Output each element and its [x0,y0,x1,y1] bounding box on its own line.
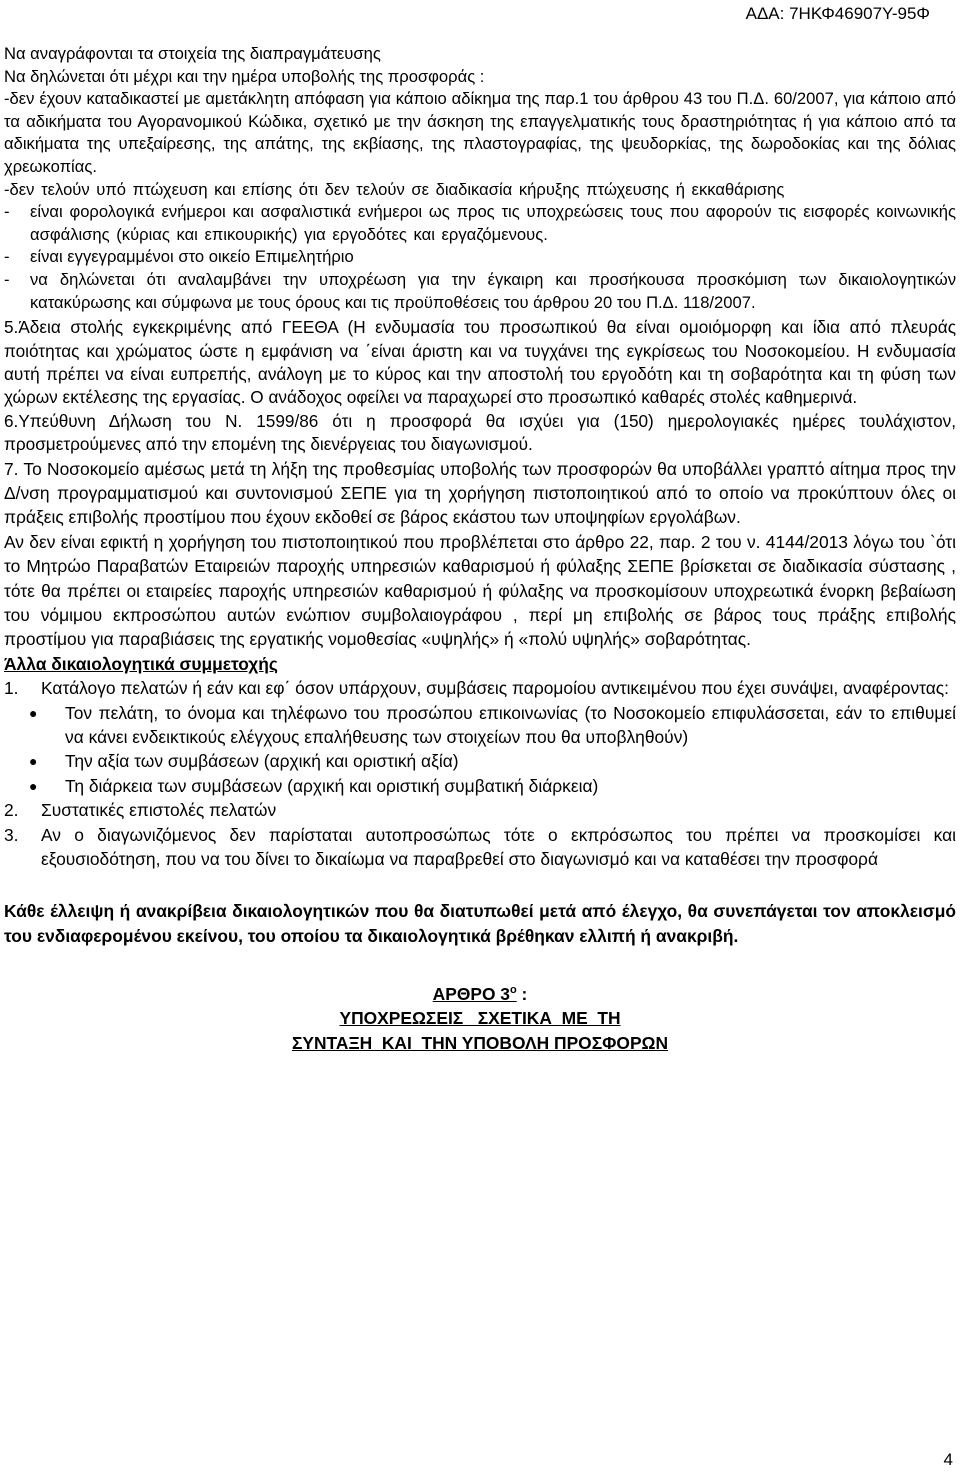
bullet-item [4,701,956,750]
paragraph-declaration: Να δηλώνεται ότι μέχρι και την ημέρα υποβολής της προσφοράς : [4,66,485,86]
page-number: 4 [943,1450,953,1469]
bullet-item [4,749,956,773]
ada-code: ΑΔΑ: 7ΗΚΦ46907Υ-95Φ [745,4,930,23]
article-superscript: ο [509,984,517,997]
item-number: 3. [4,824,19,845]
bullet-text: Τον πελάτη, το όνομα και τηλέφωνο του προσώπου επικοινωνίας (το Νοσοκομείο επιφυλάσσεται, εάν το επιθυμεί να κάνει ενδεικτικούς ελέγχους επαλήθευσης των στοιχείων που θα υποβληθούν) [65,702,956,748]
paragraph-bankruptcy: -δεν τελούν υπό πτώχευση και επίσης ότι δεν τελούν σε διαδικασία κήρυξης πτώχευσης ή εκκαθάρισης [4,179,785,199]
dash-marker: - [4,247,10,267]
article-subtitle-line2: ΣΥΝΤΑΞΗ ΚΑΙ ΤΗΝ ΥΠΟΒΟΛΗ ΠΡΟΣΦΟΡΩΝ [291,1032,669,1053]
dash-marker: - [4,269,10,289]
bold-note: Κάθε έλλειψη ή ανακρίβεια δικαιολογητικών που θα διατυπωθεί μετά από έλεγχο, θα συνεπάγεται τον αποκλεισμό του ενδιαφερομένου εκείνου, του οποίου τα δικαιολογητικά βρέθηκαν ελλιπή ή ανακριβή. [4,901,956,946]
item-number: 1. [4,678,19,699]
article-title-suffix: : [516,984,528,1005]
paragraph-negotiation: Να αναγράφονται τα στοιχεία της διαπραγμάτευσης [4,44,381,63]
numbered-item [4,823,956,872]
section-heading-other-documents: Άλλα δικαιολογητικά συμμετοχής [4,653,278,674]
bullet-icon: ● [29,704,38,721]
dash-item [4,246,956,269]
numbered-item [4,798,956,822]
document-body [4,43,956,1055]
article-subtitle-line1: ΥΠΟΧΡΕΩΣΕΙΣ ΣΧΕΤΙΚΑ ΜΕ ΤΗ [339,1008,621,1029]
paragraph-convictions: -δεν έχουν καταδικαστεί με αμετάκλητη απόφαση για κάποιο αδίκημα της παρ.1 του άρθρου 43 του Π.Δ. 60/2007, για κάποιο από τα αδικήματα του Αγορανομικού Κώδικα, σχετικό με την άσκηση της επαγγελματικής τους δραστηριότητας ή για κάποιο από τα αδικήματα της υπεξαίρεσης, της απάτης, της εκβίασης, της πλαστογραφίας, της ψευδορκίας, της δωροδοκίας και της δόλιας χρεωκοπίας. [4,89,956,176]
article-title [4,978,956,1006]
bullet-icon: ● [29,777,38,794]
bullet-icon: ● [29,753,38,770]
dash-item-text: να δηλώνεται ότι αναλαμβάνει την υποχρέωση για την έγκαιρη και προσήκουσα προσκόμιση των δικαιολογητικών κατακύρωσης και σύμφωνα με τους όρους και τις προϋποθέσεις του άρθρου 20 του Π.Δ. 118/2007. [30,269,956,312]
bullet-text: Τη διάρκεια των συμβάσεων (αρχική και οριστική συμβατική διάρκεια) [65,775,599,796]
dash-item-text: είναι φορολογικά ενήμεροι και ασφαλιστικά ενήμεροι ως προς τις υποχρεώσεις τους που αφορούν τις εισφορές κοινωνικής ασφάλισης (κύριας και επικουρικής) για εργοδότες και εργαζόμενους. [30,202,956,244]
dash-item-text: είναι εγγεγραμμένοι στο οικείο Επιμελητήριο [30,247,354,267]
item-text: Συστατικές επιστολές πελατών [41,800,277,821]
paragraph-uniform-license: 5.Άδεια στολής εγκεκριμένης από ΓΕΕΘΑ (Η ενδυμασία του προσωπικού θα είναι ομοιόμορφη και ίδια από πλευράς ποιότητας και χρώματος ώστε η εμφάνιση να ΄είναι άριστη και να τυγχάνει της εγκρίσεως του Νοσοκομείου. Η ενδυμασία αυτή πρέπει να είναι ευπρεπής, ανάλογη με το κύρος και την αποστολή του εργοδότη και τη σοβαρότητα και τη φύση των χώρων εκτέλεσης της εργασίας. Ο ανάδοχος οφείλει να παραχωρεί στο προσωπικό καθαρές στολές καθημερινά. [4,317,956,408]
item-text: Αν ο διαγωνιζόμενος δεν παρίσταται αυτοπροσώπως τότε ο εκπρόσωπος του πρέπει να προσκομίσει και εξουσιοδότηση, που να του δίνει το δικαίωμα να παραβρεθεί στο διαγωνισμό και να καταθέσει την προσφορά [41,824,956,870]
paragraph-solemn-declaration: 6.Υπεύθυνη Δήλωση του Ν. 1599/86 ότι η προσφορά θα ισχύει για (150) ημερολογιακές ημέρες τουλάχιστον, προσμετρούμενες από την επομένη της διενέργειας του διαγωνισμού. [4,410,956,455]
item-number: 2. [4,800,19,821]
article-title-text: ΑΡΘΡΟ 3 [432,984,510,1005]
paragraph-certificate: Αν δεν είναι εφικτή η χορήγηση του πιστοποιητικού που προβλέπεται στο άρθρο 22, παρ. 2 του ν. 4144/2013 λόγω του `ότι το Μητρώο Παραβατών Εταιρειών παροχής υπηρεσιών καθαρισμού ή φύλαξης ΣΕΠΕ βρίσκεται σε διαδικασία σύστασης , τότε θα πρέπει οι εταιρείες παροχής υπηρεσιών καθαρισμού ή φύλαξης να προσκομίσουν υποχρεωτικά ένορκη βεβαίωση του νόμιμου εκπροσώπου αυτών ενώπιον συμβολαιογράφου , περί μη επιβολής σε βάρος τους πράξης επιβολής προστίμου για παραβιάσεις της εργατικής νομοθεσίας «υψηλής» ή «πολύ υψηλής» σοβαρότητας. [4,531,956,650]
item-text: Κατάλογο πελατών ή εάν και εφ΄ όσον υπάρχουν, συμβάσεις παρομοίου αντικειμένου που έχει συνάψει, αναφέροντας: [41,678,949,699]
dash-item [4,201,956,246]
dash-item [4,269,956,314]
dash-marker: - [4,202,10,222]
bullet-text: Την αξία των συμβάσεων (αρχική και οριστική αξία) [65,751,459,772]
paragraph-hospital-request: 7. Το Νοσοκομείο αμέσως μετά τη λήξη της προθεσμίας υποβολής των προσφορών θα υποβάλλει γραπτό αίτημα προς την Δ/νση προγραμματισμού και συντονισμού ΣΕΠΕ για τη χορήγηση πιστοποιητικού από το οποίο να προκύπτουν όλες οι πράξεις επιβολής προστίμου που έχουν εκδοθεί σε βάρος εκάστου των υποψηφίων εργολάβων. [4,458,956,528]
bullet-item [4,774,956,798]
numbered-item [4,676,956,700]
